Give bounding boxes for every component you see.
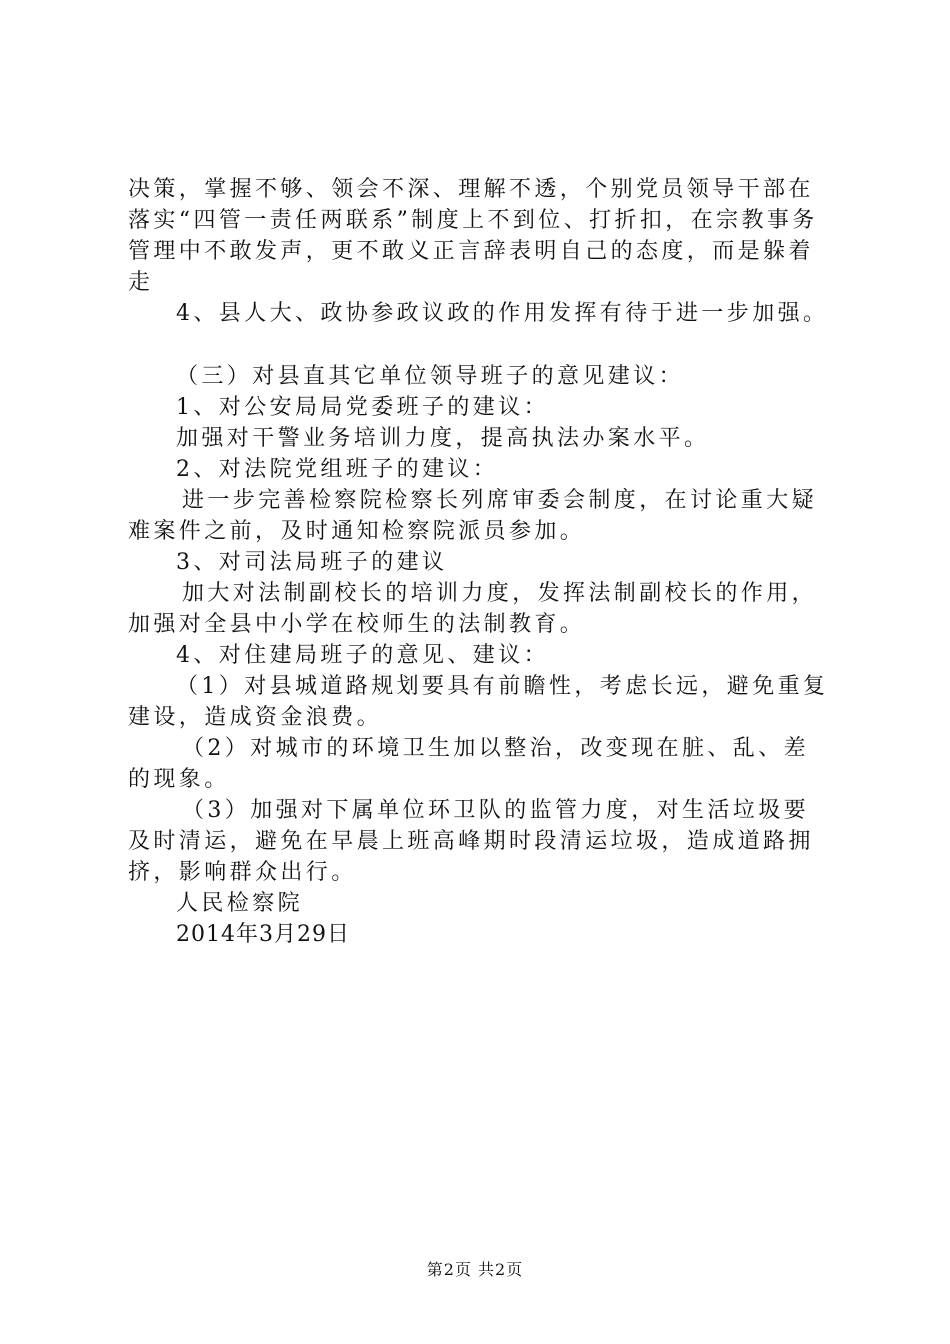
paragraph-decision-issues: 决策，掌握不够、领会不深、理解不透，个别党员领导干部在落实“四管一责任两联系”制度上不到位、打折扣，在宗教事务管理中不敢发声，更不敢义正言辞表明自己的态度，而是躲着走	[128, 177, 818, 295]
item-heading-public-security: 1、对公安局局党委班子的建议：	[176, 395, 549, 420]
date: 2014年3月29日	[176, 922, 350, 947]
paragraph-housing-sub-2: （2）对城市的环境卫生加以整治，改变现在脏、乱、差的现象。	[128, 736, 809, 792]
section-heading-other-units: （三）对县直其它单位领导班子的意见建议：	[176, 364, 685, 389]
item-heading-housing-bureau: 4、对住建局班子的意见、建议：	[176, 643, 549, 668]
paragraph-item-4-npc: 4、县人大、政协参政议政的作用发挥有待于进一步加强。	[176, 301, 829, 326]
paragraph-court-advice: 进一步完善检察院检察长列席审委会制度，在讨论重大疑难案件之前，及时通知检察院派员参加。	[128, 488, 818, 544]
paragraph-housing-sub-3: （3）加强对下属单位环卫队的监管力度，对生活垃圾要及时清运，避免在早晨上班高峰期时段清运垃圾，造成道路拥挤，影响群众出行。	[128, 798, 814, 885]
page-number-footer: 第2页 共2页	[426, 1260, 524, 1279]
signature: 人民检察院	[176, 891, 304, 916]
paragraph-housing-sub-1: （1）对县城道路规划要具有前瞻性，考虑长远，避免重复建设，造成资金浪费。	[128, 674, 829, 730]
paragraph-justice-bureau-advice: 加大对法制副校长的培训力度，发挥法制副校长的作用，加强对全县中小学在校师生的法制教育。	[128, 581, 818, 637]
item-heading-justice-bureau: 3、对司法局班子的建议	[176, 550, 448, 575]
paragraph-public-security-advice: 加强对干警业务培训力度，提高执法办案水平。	[176, 426, 710, 451]
item-heading-court: 2、对法院党组班子的建议：	[176, 457, 499, 482]
